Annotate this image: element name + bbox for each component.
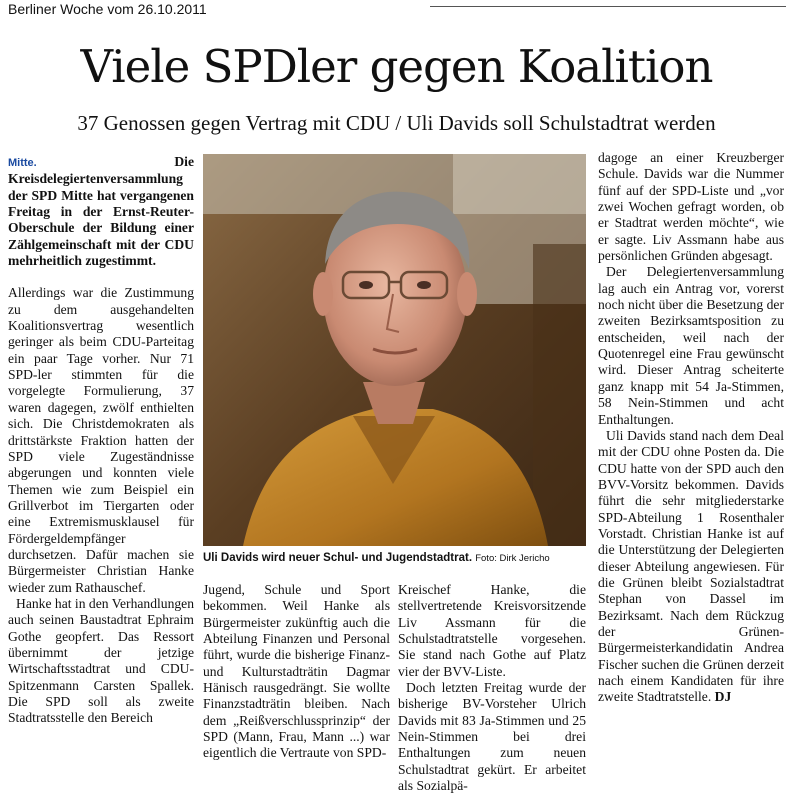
header-rule	[430, 6, 786, 7]
photo-credit: Foto: Dirk Jericho	[475, 553, 550, 564]
final-text: Uli Davids stand nach dem Deal mit der CDU ohne Posten da. Die CDU hatte von der SPD auch den BVV-Vorsitz bekommen. Davids führt die sehr mitgliederstarke SPD-Abteilung 1 Rosenthaler Vorstadt. Christian Hanke ist auf die Unterstützung der Delegierten dieser Abteilung angewiesen. Für die Grünen bleibt Sozialstadtrat Stephan von Dassel im Bezirksamt. Nach dem Rückzug der Grünen-Bürgermeisterkandidatin Andrea Fischer suchen die Grünen derzeit nach einem Kandidaten für ihre zweite Stadtratstelle.	[598, 427, 784, 705]
article-column-3	[398, 582, 586, 806]
photo-caption	[203, 551, 593, 566]
paragraph: Der Delegiertenversammlung lag auch ein Antrag vor, vorerst noch nicht über die Besetzung der zweiten Bezirksamtsposition zu entscheiden, weil nach der Quotenregel eine Frau gewünscht wird. Dieser Antrag scheiterte ganz knapp mit 54 Ja-Stimmen, 58 Nein-Stimmen und acht Enthaltungen.	[598, 264, 784, 427]
paragraph: Allerdings war die Zustimmung zu dem ausgehandelten Koalitionsvertrag wesentlich geringer als beim CDU-Parteitag ein paar Tage vorher. Nur 71 SPD-ler stimmten für die vorgelegte Formulierung, 37 waren dagegen, zwölf enthielten sich. Die Christdemokraten als drittstärkste Fraktion hatten der SPD viele Zugeständnisse abgerungen und konnten viele Themen wie zum Beispiel ein Grillverbot im Tiergarten oder eine Extremismusklausel für Fördergeldempfänger durchsetzen. Dafür machen sie Bürgermeister Christian Hanke wieder zum Rathauschef.	[8, 285, 194, 595]
caption-text: Uli Davids wird neuer Schul- und Jugendstadtrat.	[203, 552, 473, 564]
lead-paragraph	[8, 154, 194, 269]
paragraph: dagoge an einer Kreuzberger Schule. Davids war die Nummer fünf auf der SPD-Liste und „vor zwei Wochen gefragt worden, ob er Stadtrat werden möchte“, wie er sagte. Liv Assmann habe aus persönlichen Gründen abgesagt.	[598, 150, 784, 264]
subheadline: 37 Genossen gegen Vertrag mit CDU / Uli Davids soll Schulstadtrat werden	[77, 111, 716, 135]
paragraph-final	[598, 428, 784, 706]
headline: Viele SPDler gegen Koalition	[80, 40, 713, 93]
source-line: Berliner Woche vom 26.10.2011	[8, 1, 207, 17]
paragraph: Jugend, Schule und Sport bekommen. Weil Hanke als Bürgermeister zukünftig auch die Abteilung Finanzen und Personal führt, wurde die bisherige Finanz- und Kulturstadträtin Dagmar Hänisch rausgedrängt. Sie wollte Finanzstadträtin bleiben. Nach dem „Reißverschlussprinzip“ der SPD (Mann, Frau, Mann ...) war eigentlich die Vertraute von SPD-	[203, 582, 390, 761]
article-photo	[203, 154, 586, 546]
lead-text: Die Kreisdelegiertenversammlung der SPD Mitte hat vergangenen Freitag in der Ernst-Reuter-Oberschule der Bildung einer Zählgemeinschaft mit der CDU mehrheitlich zugestimmt.	[8, 154, 194, 269]
dateline: Mitte.	[8, 157, 37, 169]
article-column-2	[203, 582, 390, 806]
paragraph: Kreischef Hanke, die stellvertretende Kreisvorsitzende Liv Assmann für die Schulstadtratstelle vorgesehen. Sie stand nach Gothe auf Platz vier der BVV-Liste.	[398, 582, 586, 679]
portrait-photo-illustration	[203, 154, 586, 546]
paragraph: Doch letzten Freitag wurde der bisherige BV-Vorsteher Ulrich Davids mit 83 Ja-Stimmen und 25 Nein-Stimmen bei drei Enthaltungen zum neuen Schulstadtrat gekürt. Er arbeitet als Sozialpä-	[398, 680, 586, 794]
article-column-4	[598, 150, 784, 806]
article-column-1	[8, 154, 194, 806]
author-initials: DJ	[714, 689, 732, 705]
paragraph: Hanke hat in den Verhandlungen auch seinen Baustadtrat Ephraim Gothe geopfert. Das Ressort übernimmt der jetzige Wirtschaftsstadtrat und CDU-Spitzenmann Carsten Spallek. Die SPD soll als zweite Stadtratsstelle den Bereich	[8, 595, 194, 726]
